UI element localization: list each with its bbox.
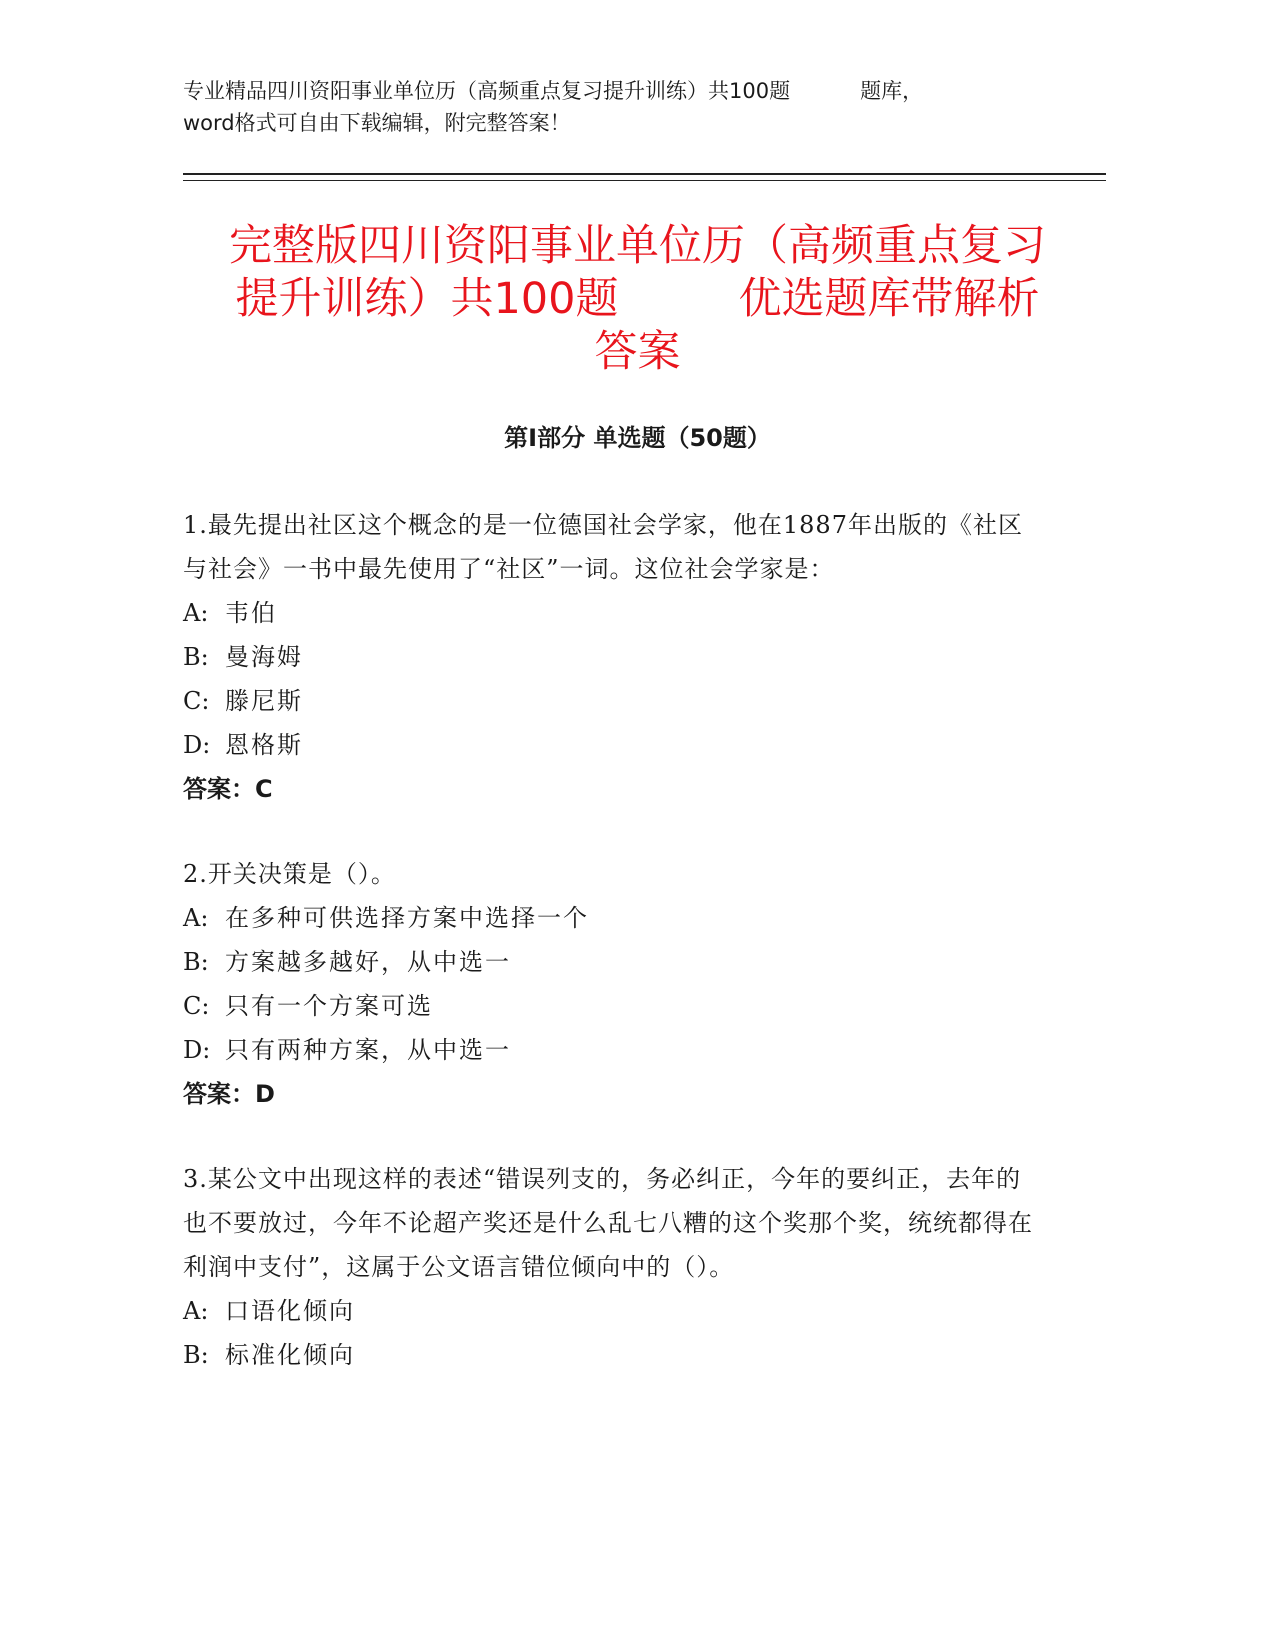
option-letter: B:: [183, 643, 209, 671]
option-letter: A:: [183, 904, 209, 932]
option-d: [183, 1028, 1043, 1072]
option-text: 只有一个方案可选: [225, 992, 433, 1020]
option-letter: D:: [183, 1036, 211, 1064]
question-1: [183, 503, 1043, 811]
header-line-2: word格式可自由下载编辑，附完整答案！: [183, 111, 571, 135]
question-2: [183, 852, 1043, 1116]
option-text: 曼海姆: [225, 643, 303, 671]
title-line-2: [150, 273, 1125, 326]
option-a: [183, 1289, 1043, 1333]
option-text: 口语化倾向: [225, 1297, 355, 1325]
option-letter: D:: [183, 731, 211, 759]
option-letter: C:: [183, 992, 210, 1020]
option-letter: B:: [183, 1341, 209, 1369]
option-a: [183, 896, 1043, 940]
answer: 答案：C: [183, 775, 273, 803]
option-letter: A:: [183, 1297, 209, 1325]
header-right-text: 题库，: [860, 79, 924, 103]
option-text: 恩格斯: [225, 731, 303, 759]
title-line-2-right: 优选题库带解析: [738, 274, 1040, 324]
option-b: [183, 635, 1043, 679]
option-d: [183, 723, 1043, 767]
document-title: [150, 220, 1125, 379]
section-title: 第Ⅰ部分 单选题（50题）: [504, 424, 771, 452]
title-line-3: 答案: [594, 327, 681, 377]
question-text: 2.开关决策是（）。: [183, 860, 396, 888]
answer: 答案：D: [183, 1080, 275, 1108]
option-letter: A:: [183, 599, 209, 627]
option-text: 只有两种方案，从中选一: [225, 1036, 511, 1064]
option-text: 在多种可供选择方案中选择一个: [225, 904, 589, 932]
option-a: [183, 591, 1043, 635]
option-letter: B:: [183, 948, 209, 976]
option-text: 标准化倾向: [225, 1341, 355, 1369]
question-3: [183, 1157, 1043, 1377]
option-letter: C:: [183, 687, 210, 715]
header-line-1: [183, 76, 1053, 106]
option-text: 方案越多越好，从中选一: [225, 948, 511, 976]
header-divider-thick: [183, 173, 1106, 175]
option-text: 滕尼斯: [225, 687, 303, 715]
option-b: [183, 940, 1043, 984]
option-c: [183, 679, 1043, 723]
header-left-text: 专业精品四川资阳事业单位历（高频重点复习提升训练）共100题: [183, 79, 791, 103]
title-line-2-left: 提升训练）共100题: [235, 274, 619, 324]
option-text: 韦伯: [225, 599, 277, 627]
question-text: 3.某公文中出现这样的表述“错误列支的，务必纠正，今年的要纠正，去年的也不要放过，今年不论超产奖还是什么乱七八糟的这个奖那个奖，统统都得在利润中支付”，这属于公文语言错位倾向中的（）。: [183, 1165, 1033, 1281]
header-divider-thin: [183, 180, 1106, 181]
option-c: [183, 984, 1043, 1028]
title-line-1: 完整版四川资阳事业单位历（高频重点复习: [229, 221, 1046, 271]
question-text: 1.最先提出社区这个概念的是一位德国社会学家，他在1887年出版的《社区与社会》一书中最先使用了“社区”一词。这位社会学家是：: [183, 511, 1023, 583]
option-b: [183, 1333, 1043, 1377]
